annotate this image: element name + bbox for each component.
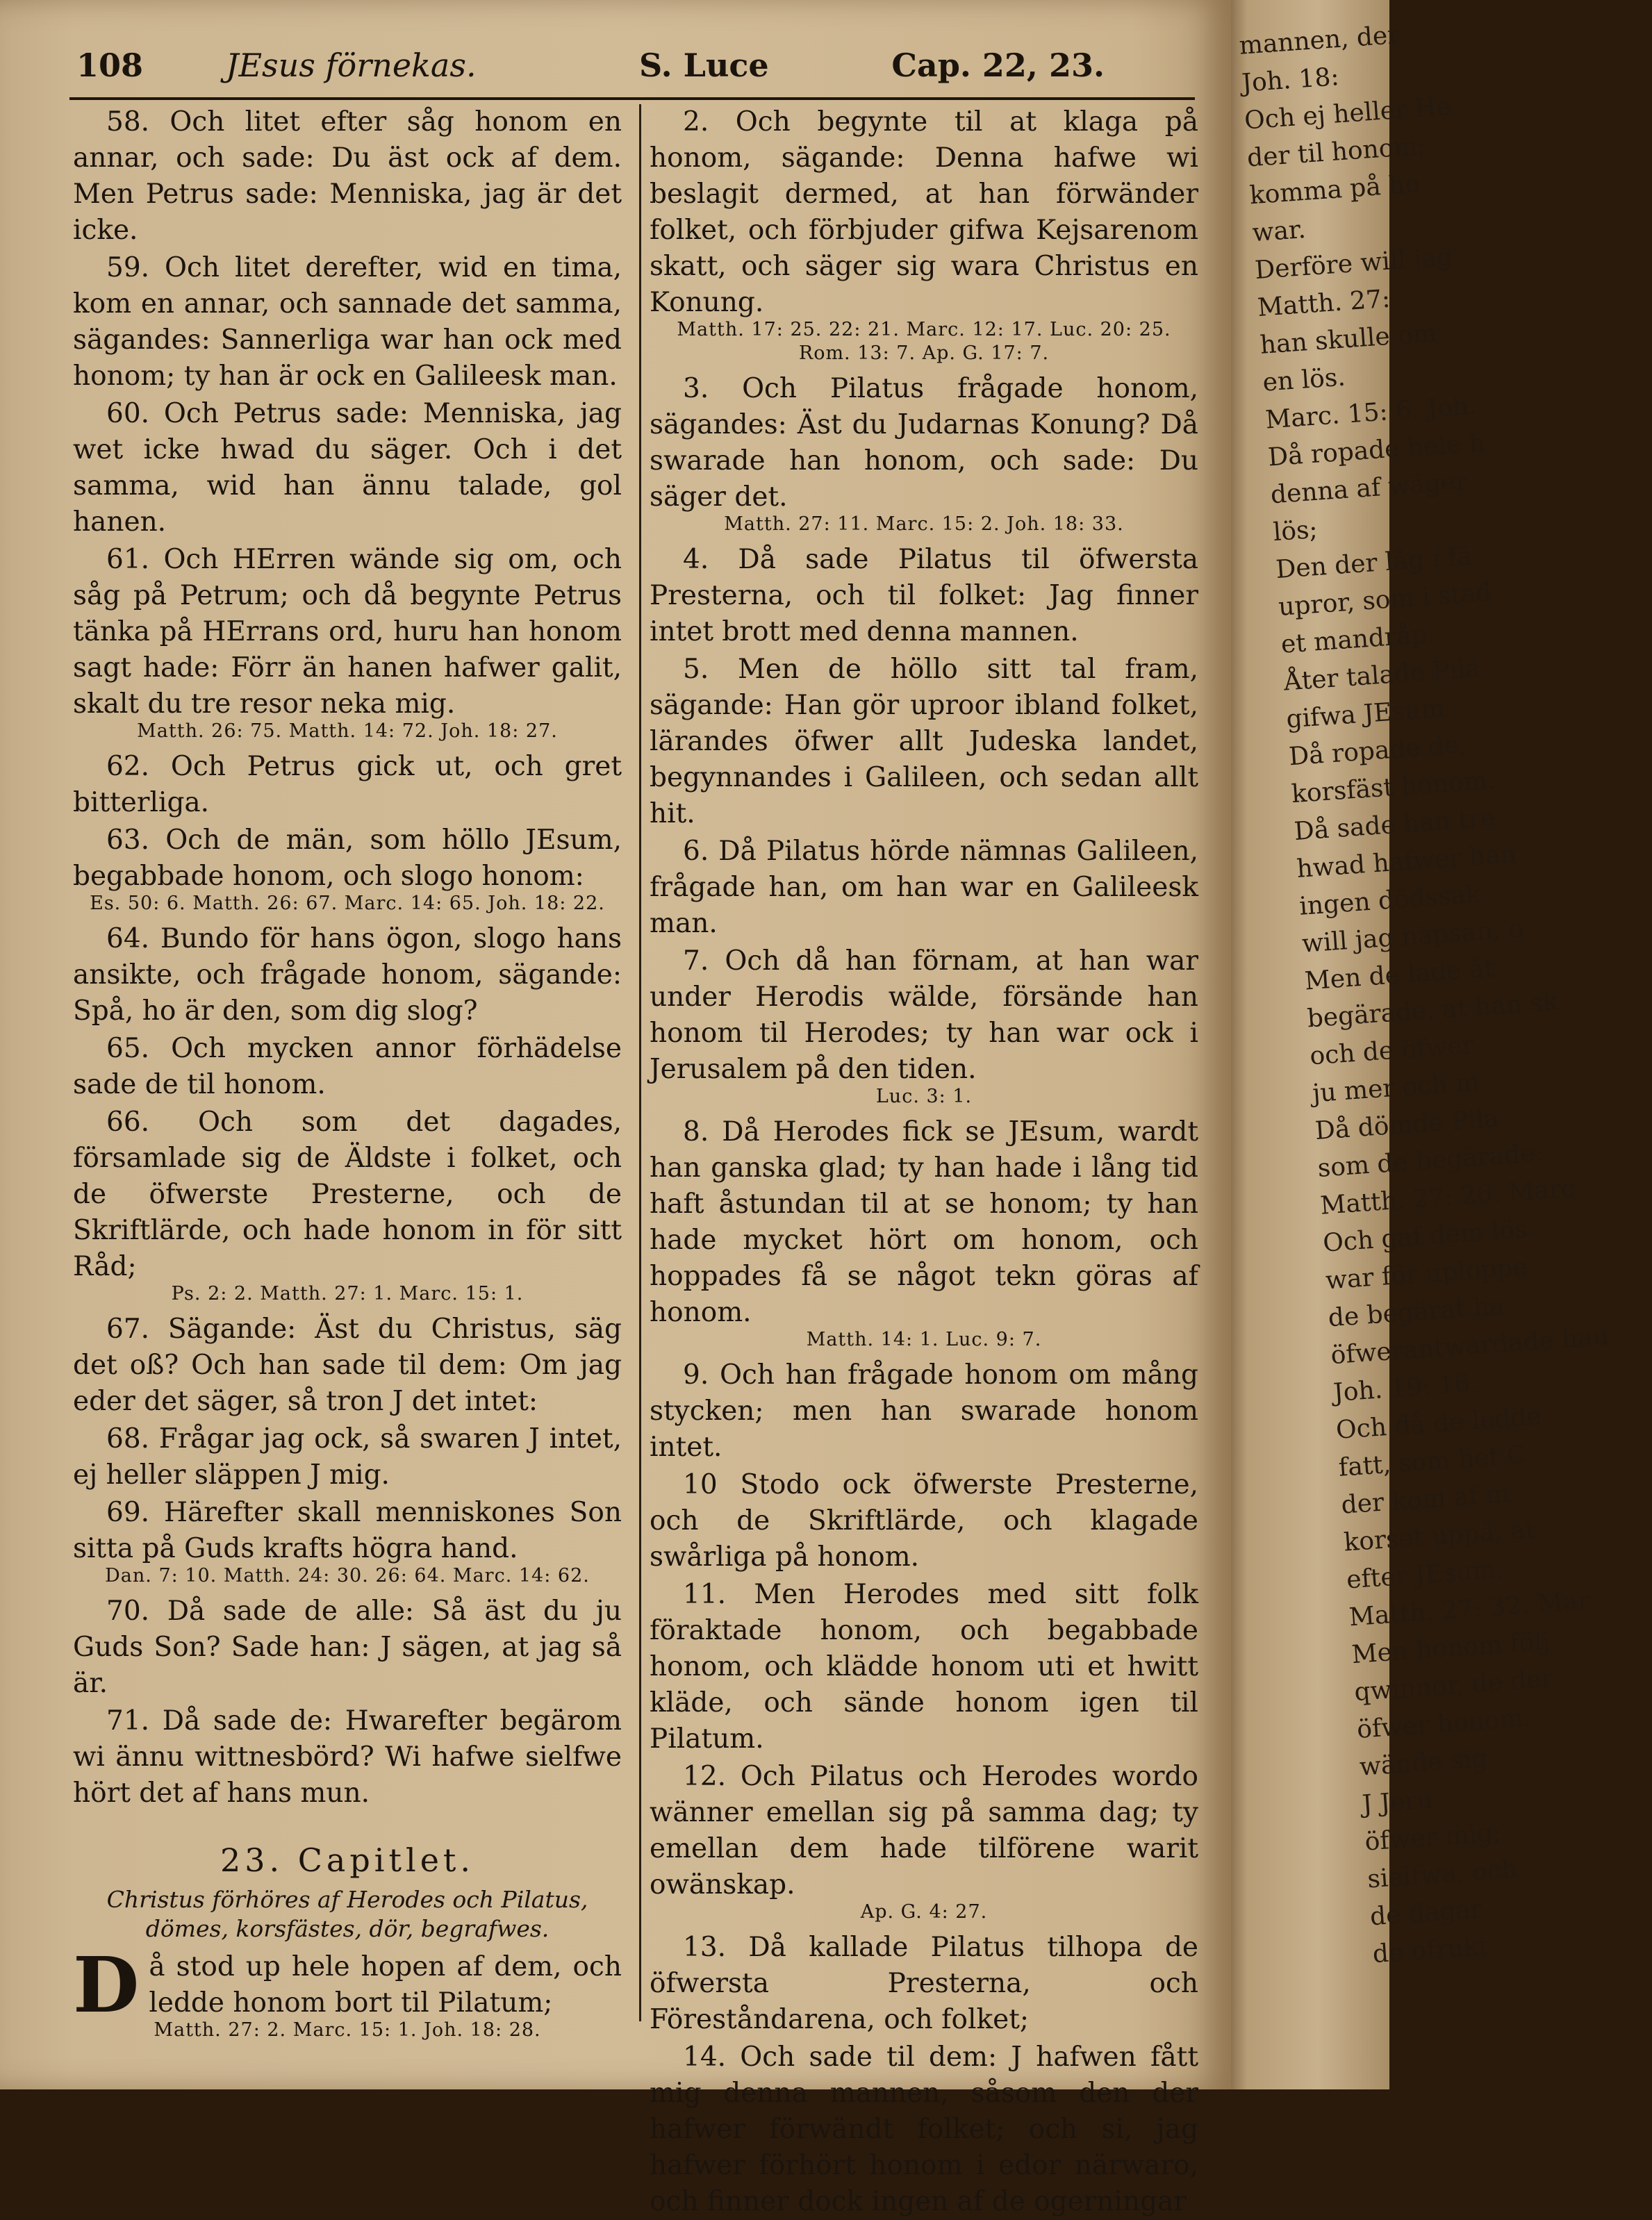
page-header	[76, 40, 1105, 90]
cross-reference: Es. 50: 6. Matth. 26: 67. Marc. 14: 65. Joh. 18: 22.	[90, 893, 605, 914]
neighbor-fragment: Den der låg i fä	[1275, 542, 1473, 585]
neighbor-fragment: Men de lade åt	[1303, 954, 1496, 996]
neighbor-fragment: korsfäst honom.	[1290, 765, 1496, 809]
first-verse-reference: Matth. 27: 2. Marc. 15: 1. Joh. 18: 28.	[154, 2019, 541, 2041]
neighbor-fragment: upror, som i stad	[1277, 578, 1493, 622]
verse: 60. Och Petrus sade: Menniska, jag wet icke hwad du säger. Och i det samma, wid han ännu talade, gol hanen.	[73, 398, 622, 538]
verse: 62. Och Petrus gick ut, och gret bitterliga.	[73, 751, 622, 818]
verse: 68. Frågar jag ock, så swaren J intet, ej heller släppen J mig.	[73, 1423, 622, 1491]
cross-reference: Ap. G. 4: 27.	[860, 1901, 988, 1923]
verse: 12. Och Pilatus och Herodes wordo wänner emellan sig på samma dag; ty emellan dem hade tilförene warit owänskap.	[650, 1761, 1198, 1900]
neighbor-fragment: Och då de ledde	[1335, 1402, 1543, 1446]
header-rule	[69, 97, 1195, 100]
verse: 10 Stodo ock öfwerste Presterne, och de Skriftlärde, och klagade swårliga på honom.	[650, 1469, 1198, 1573]
neighbor-fragment: hwad hafwer han	[1296, 840, 1517, 884]
neighbor-fragment: de begärat ha	[1327, 1291, 1505, 1333]
neighbor-fragment: komma på ho	[1248, 169, 1421, 210]
chapter-heading: 23. Capitlet.	[220, 1841, 475, 1879]
neighbor-fragment: mannen, der	[1238, 20, 1401, 60]
verse: 59. Och litet derefter, wid en tima, kom en annar, och sannade det samma, sägandes: Sannerliga war han ock med honom; ty han är ock en Galileesk man.	[73, 252, 622, 392]
neighbor-fragment: Då dömde Pila	[1314, 1104, 1501, 1146]
neighbor-fragment: öfwerantwardade hau	[1330, 1322, 1610, 1370]
verse: 64. Bundo för hans ögon, slogo hans ansikte, och frågade honom, sägande: Spå, ho är den, som dig slog?	[73, 923, 622, 1027]
column-divider	[639, 104, 641, 2021]
verse: 65. Och mycken annor förhädelse sade de til honom.	[73, 1033, 622, 1100]
verse: 58. Och litet efter såg honom en annar, och sade: Du äst ock af dem. Men Petrus sade: Menniska, jag är det icke.	[73, 106, 622, 246]
verse: 61. Och HErren wände sig om, och såg på Petrum; och då begynte Petrus tänka på HErrans ord, huru han honom sagt hade: Förr än hanen hafwer galit, skalt du tre resor neka mig.	[73, 544, 622, 720]
neighbor-fragment: ingen dödssak	[1298, 879, 1482, 921]
neighbor-fragment: war.	[1251, 215, 1307, 248]
neighbor-fragment: der til honom;	[1246, 131, 1427, 173]
neighbor-fragment: Då sade han tre	[1293, 804, 1496, 847]
neighbor-fragment: öfwer honom.	[1355, 1703, 1533, 1744]
right-verse-list	[650, 104, 1198, 2220]
verse: 71. Då sade de: Hwarefter begärom wi ännu wittnesbörd? Wi hafwe sielfwe hört det af hans mun.	[73, 1705, 622, 1809]
neighbor-fragment: lös;	[1272, 515, 1319, 547]
neighbor-fragment: et mandråp.	[1280, 620, 1437, 659]
neighbor-fragment: Joh. 19: 16.	[1332, 1368, 1480, 1408]
neighbor-fragment: de dagar	[1369, 1895, 1484, 1932]
neighbor-fragment: de ofrukt	[1371, 1932, 1490, 1969]
neighbor-fragment: der kom af m	[1340, 1479, 1511, 1520]
neighbor-fragment: J Jeru	[1361, 1785, 1435, 1819]
verse: 6. Då Pilatus hörde nämnas Galileen, frågade han, om han war en Galileesk man.	[650, 836, 1198, 939]
running-title: JEsus förnekas.	[226, 47, 477, 84]
cross-reference: Luc. 3: 1.	[875, 1086, 973, 1107]
neighbor-fragment: Och gaf dem lös	[1321, 1215, 1529, 1258]
neighbor-fragment: ju mer och m	[1311, 1068, 1480, 1109]
page-number: 108	[76, 47, 144, 84]
neighbor-fragment: Derföre will jag	[1254, 242, 1453, 285]
neighbor-fragment: Matth. 27:	[1256, 284, 1391, 322]
cross-reference: Matth. 14: 1. Luc. 9: 7.	[806, 1329, 1042, 1350]
verse: 13. Då kallade Pilatus tilhopa de öfwersta Presterna, och Föreståndarena, och folket;	[650, 1932, 1198, 2035]
verse: 5. Men de höllo sitt tal fram, sägande: Han gör uproor ibland folket, lärandes öfwer allt Judeska landet, begynnandes i Galileen, och sedan allt hit.	[650, 654, 1198, 829]
neighbor-fragment: efter JEsum.	[1345, 1555, 1505, 1595]
neighbor-fragment: gifwa JEsum	[1285, 694, 1446, 734]
neighbor-fragment: Och ej heller He	[1243, 92, 1453, 135]
neighbor-fragment: will jag näpsan, o	[1300, 914, 1525, 959]
neighbor-fragment: sielfwa, och	[1366, 1855, 1519, 1894]
neighbor-text-fragments	[1238, 17, 1610, 1973]
verse: 14. Och sade til dem: J hafwen fått mig denna mannen, såsom den der hafwer förwändt folket; och si, jag hafwer förhört honom i edor närwaro, och finner dock ingen af de ogerningar	[650, 2041, 1198, 2217]
verse: 8. Då Herodes fick se JEsum, wardt han ganska glad; ty han hade i lång tid haft åstundan til at se honom; ty han hade mycket hört om honom, och hoppades få se något tekn göras af honom.	[650, 1116, 1198, 1328]
verse: 2. Och begynte til at klaga på honom, sägande: Denna hafwe wi beslagit dermed, at han förwänder folket, och förbjuder gifwa Kejsarenom skatt, och säger sig wara Christus en Konung.	[650, 106, 1198, 318]
drop-cap: D	[73, 1940, 140, 2030]
neighbor-fragment: denna af wäger	[1269, 467, 1469, 510]
verse: 7. Och då han förnam, at han war under Herodis wälde, försände han honom til Herodes; ty han war ock i Jerusalem på den tiden.	[650, 945, 1198, 1085]
verse: 9. Och han frågade honom om mång stycken; men han swarade honom intet.	[650, 1359, 1198, 1463]
chapter-range: Cap. 22, 23.	[891, 47, 1105, 84]
neighbor-fragment: begärade, at han sk	[1306, 987, 1560, 1034]
neighbor-fragment: Då ropade de,	[1287, 730, 1468, 772]
verse: 70. Då sade de alle: Så äst du ju Guds Son? Sade han: J sägen, at jag så är.	[73, 1596, 622, 1699]
cross-reference: Matth. 26: 75. Matth. 14: 72. Joh. 18: 27.	[137, 720, 558, 742]
neighbor-fragment: korset uppå, at	[1343, 1515, 1537, 1557]
neighbor-fragment: Joh. 18:	[1241, 63, 1340, 98]
neighbor-fragment: och de öfwer	[1309, 1030, 1476, 1071]
book-title: S. Luce	[639, 47, 769, 84]
verse: 11. Men Herodes med sitt folk föraktade honom, och begabbade honom, och klädde honom uti et hwitt kläde, och sände honom igen til Pilatum.	[650, 1579, 1198, 1755]
neighbor-fragment: Då ropade hele h	[1266, 428, 1486, 472]
left-column	[73, 104, 622, 2049]
cross-reference: Ps. 2: 2. Matth. 27: 1. Marc. 15: 1.	[171, 1283, 524, 1304]
verse: 3. Och Pilatus frågade honom, sägandes: Äst du Judarnas Konung? Då swarade han honom, och sade: Du säger det.	[650, 373, 1198, 513]
chapter-summary: Christus förhöres af Herodes och Pilatus, dömes, korsfästes, dör, begrafwes.	[106, 1886, 588, 1942]
neighbor-fragment: en lös.	[1262, 363, 1346, 397]
neighbor-fragment: Men honom följ	[1350, 1627, 1551, 1670]
neighbor-fragment: Marc. 15: 6. Joh.	[1264, 391, 1478, 435]
neighbor-fragment: fatt, som het C	[1337, 1441, 1528, 1482]
neighbor-fragment: Matth. 27: 32. Mar	[1348, 1587, 1591, 1632]
verse: 69. Härefter skall menniskones Son sitta på Guds krafts högra hand.	[73, 1497, 622, 1564]
verse: 63. Och de män, som höllo JEsum, begabbade honom, och slogo honom:	[73, 825, 622, 892]
verse: 66. Och som det dagades, församlade sig de Äldste i folket, och de öfwerste Presterne, och de Skriftlärde, och hade honom in för sitt Råd;	[73, 1107, 622, 1282]
neighbor-fragment: öfwer mig;	[1364, 1818, 1503, 1857]
left-verse-list	[73, 104, 622, 1812]
cross-reference: Matth. 27: 11. Marc. 15: 2. Joh. 18: 33.	[724, 513, 1124, 535]
verse: 67. Sägande: Äst du Christus, säg det oß? Och han sade til dem: Om jag eder det säger, så tron J det intet:	[73, 1314, 622, 1417]
cross-reference: Dan. 7: 10. Matth. 24: 30. 26: 64. Marc. 14: 62.	[105, 1565, 590, 1587]
neighbor-fragment: som de begärade:	[1316, 1138, 1545, 1183]
right-column	[650, 104, 1198, 2217]
neighbor-fragment: Matth. 27: 26. Marc	[1319, 1174, 1576, 1220]
neighbor-page-edge	[1231, 0, 1610, 2089]
neighbor-fragment: war för uploppe	[1324, 1252, 1529, 1295]
neighbor-fragment: han skulle om	[1259, 319, 1438, 360]
verse: 4. Då sade Pilatus til öfwersta Presterna, och til folket: Jag finner intet brott med denna mannen.	[650, 544, 1198, 647]
first-verse-text: å stod up hele hopen af dem, och ledde honom bort til Pilatum;	[149, 1951, 622, 2019]
neighbor-fragment: qwinnor, de der	[1353, 1664, 1555, 1707]
neighbor-fragment: wände sig	[1358, 1744, 1489, 1782]
cross-reference: Matth. 17: 25. 22: 21. Marc. 12: 17. Luc. 20: 25. Rom. 13: 7. Ap. G. 17: 7.	[677, 319, 1171, 364]
neighbor-fragment: Åter talade Pila	[1282, 654, 1482, 697]
